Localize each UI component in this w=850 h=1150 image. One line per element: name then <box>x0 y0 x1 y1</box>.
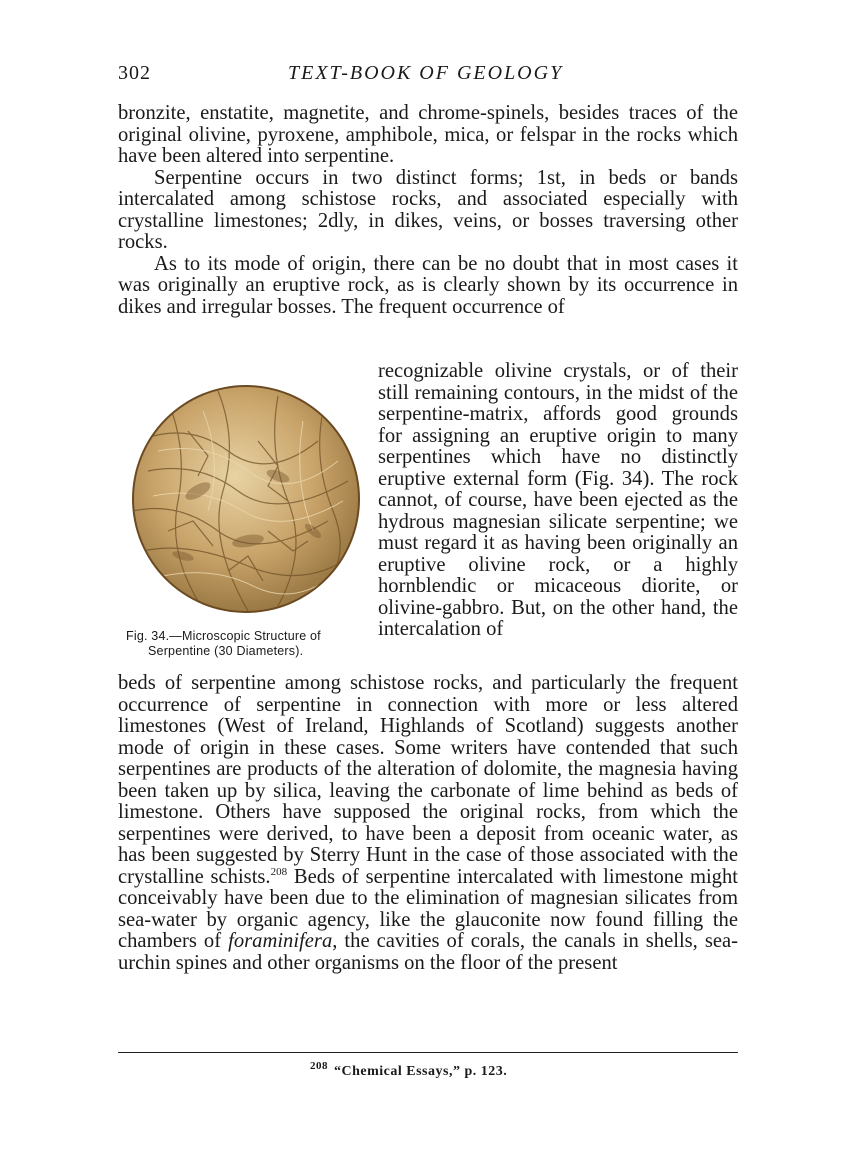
figure-caption <box>126 629 374 659</box>
body-text-beside-figure <box>378 361 738 641</box>
paragraph-continued: bronzite, enstatite, magnetite, and chrome-spinels, besides traces of the original olivine, pyroxene, amphibole, mica, or felspar in the rocks which have been altered into serpentine. <box>118 102 738 167</box>
footnote-number: 208 <box>310 1060 328 1073</box>
page-number: 302 <box>118 62 151 84</box>
paragraph-origin-intro: As to its mode of origin, there can be no doubt that in most cases it was originally an eruptive rock, as is clearly shown by its occurrence in dikes and irregular bosses. The frequent occurrence of <box>118 252 738 318</box>
footnote-divider <box>118 1052 738 1053</box>
caption-line-1: Fig. 34.—Microscopic Structure of <box>126 629 321 643</box>
serpentine-micrograph-image <box>128 381 364 617</box>
running-title: TEXT-BOOK OF GEOLOGY <box>288 62 564 84</box>
text-segment-1: beds of serpentine among schistose rocks, and particularly the frequent occurrence of serpentine in connection with more or less altered limestones (West of Ireland, Highlands of Scotland) suggests another mode of origin in these cases. Some writers have contended that such serpentines are products of the alteration of dolomite, the magnesia having been taken up by silica, leaving the carbonate of lime behind as beds of limestone. Others have supposed the original rocks, from which the serpentines were derived, to have been a deposit from oceanic water, as has been suggested by Sterry Hunt in the case of those associated with the crystalline schists. <box>118 672 738 888</box>
paragraph-origin-side: recognizable olivine crystals, or of their still remaining contours, in the midst of the serpentine-matrix, affords good grounds for assigning an eruptive origin to many serpentines which have no distinctly eruptive external form (Fig. 34). The rock cannot, of course, have been ejected as the hydrous magnesian silicate serpentine; we must regard it as having been originally an eruptive olivine rock, or a highly hornblendic or micaceous diorite, or olivine-gabbro. But, on the other hand, the intercalation of <box>378 360 738 640</box>
footnote-reference[interactable]: 208 <box>270 865 288 878</box>
caption-line-2: Serpentine (30 Diameters). <box>148 644 304 658</box>
body-text-top <box>118 103 738 318</box>
page-header <box>118 62 738 90</box>
figure-34 <box>126 381 364 663</box>
footnote <box>310 1060 508 1080</box>
footnote-text: “Chemical Essays,” p. 123. <box>334 1064 508 1079</box>
paragraph-forms: Serpentine occurs in two distinct forms; 1st, in beds or bands intercalated among schistose rocks, and associated especially with crystalline limestones; 2dly, in dikes, veins, or bosses traversing other rocks. <box>118 166 738 253</box>
body-text-bottom <box>118 673 738 974</box>
text-segment-3: , the cavities of corals, the canals in shells, sea-urchin spines and other organisms on the floor of the present <box>118 930 739 974</box>
text-segment-2: Beds of serpentine intercalated with limestone might conceivably have been due to the elimination of magnesian silicates from sea-water by organic agency, like the glauconite now found filling the chambers of <box>118 865 738 952</box>
paragraph-origin-continued <box>118 673 738 974</box>
italic-term-foraminifera: foraminifera <box>228 930 333 952</box>
